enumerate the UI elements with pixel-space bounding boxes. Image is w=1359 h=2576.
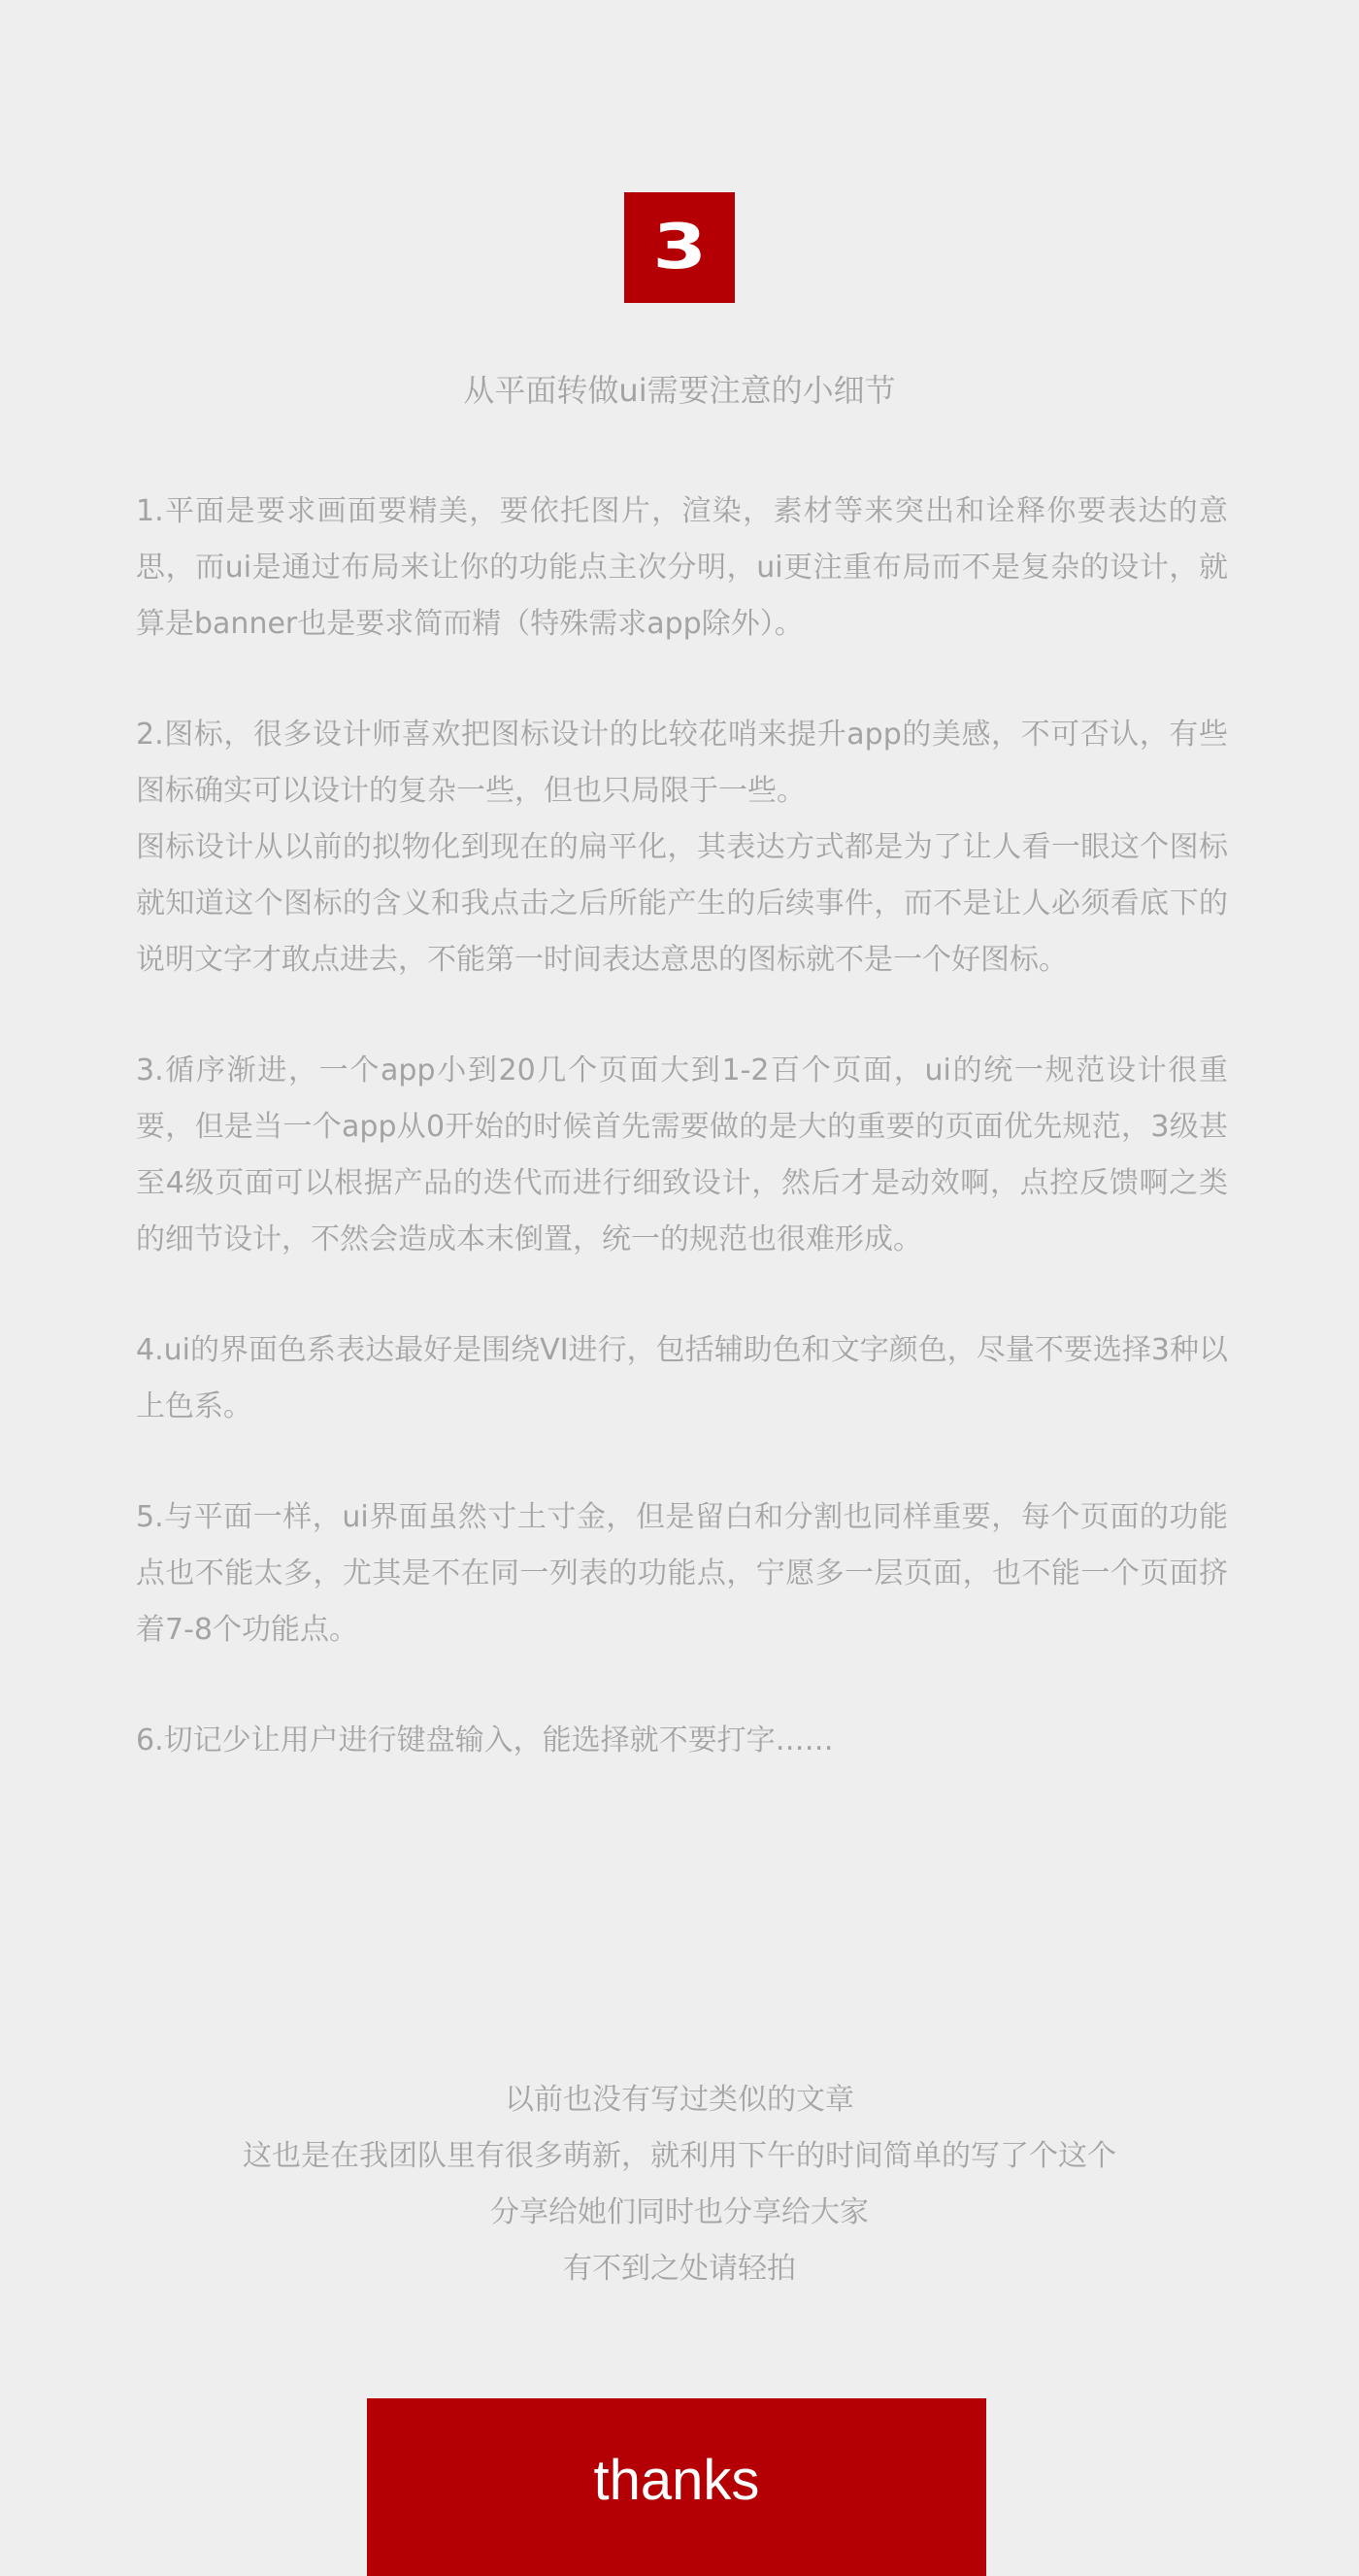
paragraph-3: 3.循序渐进，一个app小到20几个页面大到1-2百个页面，ui的统一规范设计很重要，但是当一个app从0开始的时候首先需要做的是大的重要的页面优先规范，3级甚至4级页面可以根据产品的迭代而进行细致设计，然后才是动效啊，点控反馈啊之类的细节设计，不然会造成本末倒置，统一的规范也很难形成。 (136, 1054, 1228, 1256)
closing-line-4: 有不到之处请轻拍 (563, 2252, 796, 2286)
paragraph-2: 2.图标，很多设计师喜欢把图标设计的比较花哨来提升app的美感，不可否认，有些图标确实可以设计的复杂一些，但也只局限于一些。 (136, 718, 1228, 808)
closing-line-3: 分享给她们同时也分享给大家 (490, 2195, 869, 2229)
closing-line-1: 以前也没有写过类似的文章 (505, 2083, 854, 2117)
thanks-label: thanks (593, 2448, 760, 2512)
thanks-banner (367, 2398, 986, 2576)
closing-note (0, 2072, 1359, 2297)
paragraph-1: 1.平面是要求画面要精美，要依托图片，渲染，素材等来突出和诠释你要表达的意思，而ui是通过布局来让你的功能点主次分明，ui更注重布局而不是复杂的设计，就算是banner也是要求简而精（特殊需求app除外）。 (136, 494, 1228, 641)
paragraph-4: 4.ui的界面色系表达最好是围绕VI进行，包括辅助色和文字颜色，尽量不要选择3种以上色系。 (136, 1333, 1228, 1423)
section-subtitle: 从平面转做ui需要注意的小细节 (463, 372, 896, 409)
article-body (136, 484, 1228, 1769)
section-number: 3 (652, 212, 707, 284)
paragraph-5: 5.与平面一样，ui界面虽然寸土寸金，但是留白和分割也同样重要，每个页面的功能点也不能太多，尤其是不在同一列表的功能点，宁愿多一层页面，也不能一个页面挤着7-8个功能点。 (136, 1500, 1228, 1647)
paragraph-2-continued: 图标设计从以前的拟物化到现在的扁平化，其表达方式都是为了让人看一眼这个图标就知道这个图标的含义和我点击之后所能产生的后续事件，而不是让人必须看底下的说明文字才敢点进去，不能第一时间表达意思的图标就不是一个好图标。 (136, 830, 1228, 977)
section-number-badge (624, 192, 735, 303)
closing-line-2: 这也是在我团队里有很多萌新，就利用下午的时间简单的写了个这个 (243, 2139, 1116, 2173)
paragraph-6: 6.切记少让用户进行键盘输入，能选择就不要打字…… (136, 1723, 834, 1757)
